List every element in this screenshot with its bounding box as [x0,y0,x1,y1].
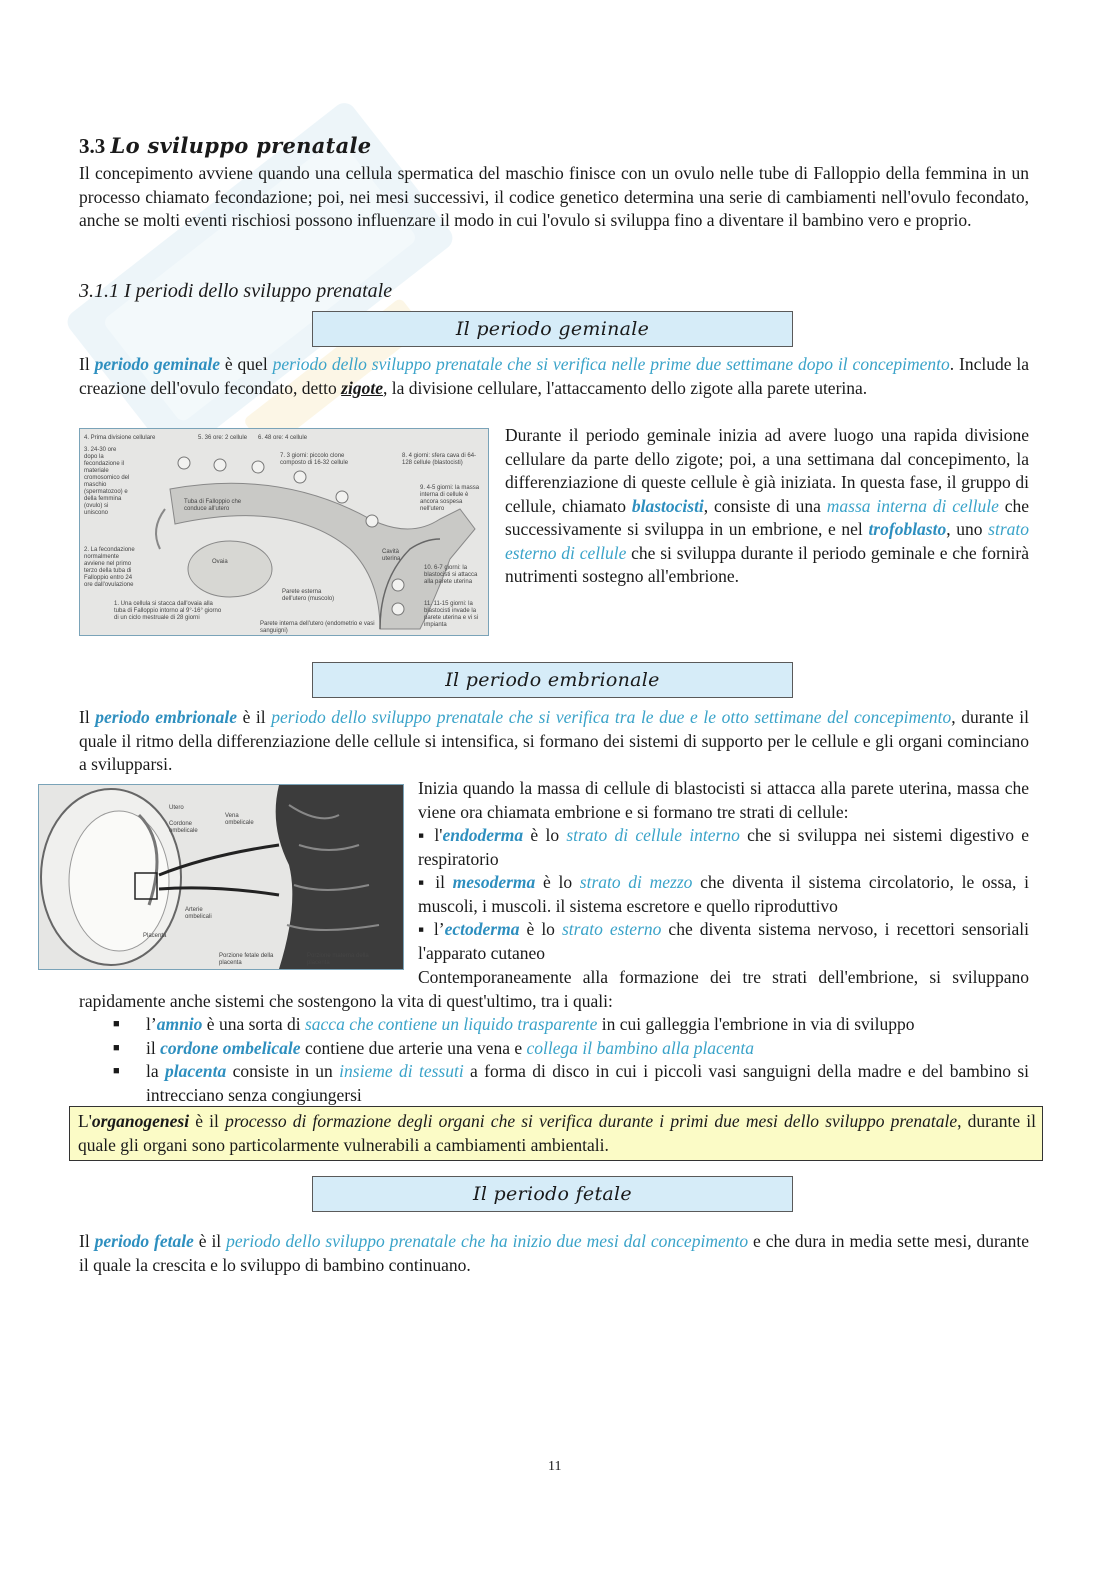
germinal-definition: Il periodo geminale è quel periodo dello sviluppo prenatale che si verifica nelle prime due settimane dopo il concepimento. Include la creazione dell'ovulo fecondato, detto zigote, la divisione cellulare, l'attaccamento dello zigote alla parete uterina. [79,354,1029,398]
layer-ectoderm: ▪ l’ectoderma è lo strato esterno che diventa sistema nervoso, i recettori sensoriali l'apparato cutaneo [418,919,1029,963]
fig-label: 9. 4-5 giorni: la massa interna di cellule è ancora sospesa nell'utero [420,485,480,512]
fig-label: Utero [169,805,184,811]
section-title-text: Lo sviluppo prenatale [110,133,372,158]
section-title [79,133,371,159]
fig-label: Tuba di Falloppio che conduce all'utero [184,499,242,512]
intro-paragraph: Il concepimento avviene quando una cellula spermatica del maschio finisce con un ovulo nelle tube di Falloppio della femmina in un processo chiamato fecondazione; poi, nei mesi successivi, il codice genetico determina una serie di cambiamenti nell'ovulo fecondato, anche se molti eventi rischiosi possono influenzare il modo in cui l'ovulo si sviluppa fino a diventare il bambino vero e proprio. [79,163,1029,230]
fig-label: Ovaia [212,559,228,565]
fig-label: Cordone ombelicale [169,821,198,834]
embryonic-layers-list [418,824,1029,965]
fig-label: Parete interna dell'utero (endometrio e vasi sanguigni) [260,621,375,634]
fig-label: 5. 36 ore: 2 cellule [198,435,248,441]
page-number: 11 [548,1459,562,1474]
placenta-diagram [39,785,403,969]
embryonic-definition: Il periodo embrionale è il periodo dello sviluppo prenatale che si verifica tra le due e le otto settimane del concepimento, durante il quale il ritmo della differenziazione delle cellule si intensifica, si formano dei sistemi di supporto per le cellule e gli organi cominciano a svilupparsi. [79,707,1029,774]
section-number: 3.3 [79,134,106,158]
fig-label: Cavità uterina [382,549,401,562]
fig-label: 11. 11-15 giorni: la blastocisti invade la parete uterina e vi si impianta [424,601,479,628]
germinal-period-box: Il periodo geminale [312,311,793,347]
support-umbilical-cord: ■ il cordone ombelicale contiene due arterie una vena e collega il bambino alla placenta [113,1037,754,1058]
fig-label: 3. 24-30 ore dopo la fecondazione il materiale cromosomico del maschio (spermatozoo) e della femmina (ovulo) si uniscono [84,447,130,516]
fig-label: Porzione materna della placenta [307,953,369,966]
support-amnio: ■ l’amnio è una sorta di sacca che contiene un liquido trasparente in cui galleggia l'embrione in via di sviluppo [113,1014,915,1034]
support-placenta: ■ la placenta consiste in un insieme di tessuti a forma di disco in cui i piccoli vasi sanguigni della madre e del bambino si intrecciano senza congiungersi [113,1061,1029,1105]
organogenesis-highlight: L'organogenesi è il processo di formazione degli organi che si verifica durante i primi due mesi dello sviluppo prenatale, durante il quale gli organi sono particolarmente vulnerabili a cambiamenti ambientali. [69,1106,1043,1161]
fig-label: 7. 3 giorni: piccolo clone composto di 16-32 cellule [280,453,349,466]
support-systems-list [79,1013,1029,1107]
fig-label: 10. 6-7 giorni: la blastocisti si attacca alla parete uterina [424,565,478,585]
embryonic-layers-intro: Inizia quando la massa di cellule di blastocisti si attacca alla parete uterina, massa che viene ora chiamata embrione e si formano tre strati di cellule: [418,778,1029,822]
fig-label: Parete esterna dell'utero (muscolo) [282,589,335,602]
fig-label: 1. Una cellula si stacca dall'ovaia alla tuba di Falloppio intorno al 9°-16° giorno di un ciclo mestruale di 28 giorni [114,601,222,621]
fig-label: 8. 4 giorni: sfera cava di 64-128 cellule (blastocisti) [402,453,477,466]
layer-endoderm: ▪ l'endoderma è lo strato di cellule interno che si sviluppa nei sistemi digestivo e respiratorio [418,825,1030,869]
germinal-figure [79,428,489,636]
embryonic-period-box: Il periodo embrionale [312,662,793,698]
fig-label: 2. La fecondazione normalmente avviene nel primo terzo della tuba di Falloppio entro 24 ore dall'ovulazione [84,547,135,588]
fig-label: 4. Prima divisione cellulare [84,435,156,441]
fetal-period-box: Il periodo fetale [312,1176,793,1212]
embryonic-figure [38,784,404,970]
subsection-title: 3.1.1 I periodi dello sviluppo prenatale [79,280,393,302]
fig-label: 6. 48 ore: 4 cellule [258,435,308,441]
fig-label: Placenta [143,933,167,939]
embryonic-support-intro: Contemporaneamente alla formazione dei tre strati dell'embrione, si sviluppano rapidamente anche sistemi che sostengono la vita di quest'ultimo, tra i quali: [79,967,1029,1011]
fetal-definition: Il periodo fetale è il periodo dello sviluppo prenatale che ha inizio due mesi dal concepimento e che dura in media sette mesi, durante il quale la crescita e lo sviluppo di bambino continuano. [79,1231,1029,1275]
layer-mesoderm: ▪ il mesoderma è lo strato di mezzo che diventa il sistema circolatorio, le ossa, i muscoli, i muscoli. il sistema escretore e quello riproduttivo [418,872,1029,916]
germinal-description: Durante il periodo geminale inizia ad avere luogo una rapida divisione cellulare da parte dello zigote; poi, a una settimana dal concepimento, la differenziazione di queste cellule è già iniziata. In questa fase, il gruppo di cellule, chiamato blastocisti, consiste di una massa interna di cellule che successivamente si sviluppa in un embrione, e nel trofoblasto, uno strato esterno di cellule che si sviluppa durante il periodo geminale e che fornirà nutrimenti sostegno all'embrione. [505,425,1029,586]
fig-label: Porzione fetale della placenta [219,953,274,966]
fig-label: Arterie ombelicali [185,907,212,920]
fig-label: Vena ombelicale [225,813,254,826]
